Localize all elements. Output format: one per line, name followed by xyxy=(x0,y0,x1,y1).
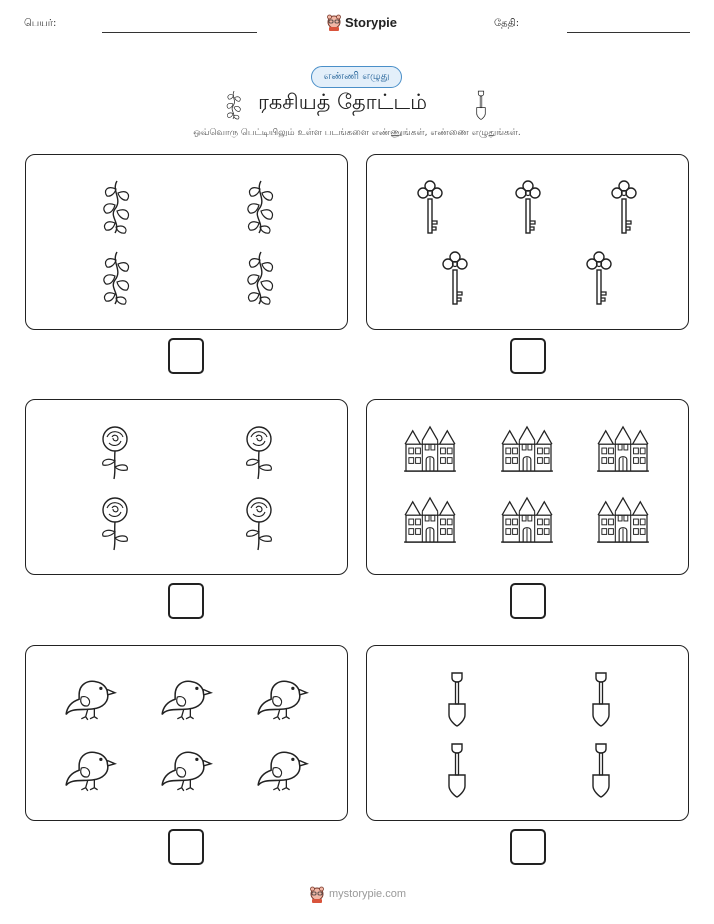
panel-houses xyxy=(366,399,689,575)
name-label: பெயர்: xyxy=(24,18,57,29)
answer-box-houses[interactable] xyxy=(510,583,546,619)
bird-icon xyxy=(255,671,309,721)
house-icon xyxy=(595,425,651,473)
key-icon xyxy=(584,250,614,306)
panel-roses xyxy=(25,399,348,575)
shovel-icon xyxy=(445,671,469,727)
name-field[interactable] xyxy=(102,32,257,33)
shovel-icon xyxy=(445,742,469,798)
shovel-icon xyxy=(472,90,490,120)
rose-icon xyxy=(239,425,279,481)
page-title: ரகசியத் தோட்டம் xyxy=(258,90,427,114)
vine-icon xyxy=(95,179,135,235)
panel-shovels xyxy=(366,645,689,821)
panel-vines xyxy=(25,154,348,330)
answer-box-vines[interactable] xyxy=(168,338,204,374)
bird-icon xyxy=(63,742,117,792)
answer-box-shovels[interactable] xyxy=(510,829,546,865)
rose-icon xyxy=(95,496,135,552)
date-label: தேதி: xyxy=(494,18,520,29)
bird-icon xyxy=(159,742,213,792)
house-icon xyxy=(402,496,458,544)
key-icon xyxy=(415,179,445,235)
mascot-icon xyxy=(309,885,325,903)
bird-icon xyxy=(255,742,309,792)
panel-birds xyxy=(25,645,348,821)
rose-icon xyxy=(95,425,135,481)
instructions: ஒவ்வொரு பெட்டியிலும் உள்ள படங்களை எண்ணுங்கள், எண்ணை எழுதுங்கள். xyxy=(193,128,521,138)
panel-keys xyxy=(366,154,689,330)
mascot-icon xyxy=(326,13,342,31)
footer-url[interactable]: mystorypie.com xyxy=(329,888,407,900)
rose-icon xyxy=(239,496,279,552)
date-field[interactable] xyxy=(567,32,690,33)
answer-box-birds[interactable] xyxy=(168,829,204,865)
house-icon xyxy=(595,496,651,544)
vine-icon xyxy=(221,90,245,120)
bird-icon xyxy=(63,671,117,721)
vine-icon xyxy=(95,250,135,306)
house-icon xyxy=(499,496,555,544)
title-row xyxy=(0,90,714,120)
brand-name: Storypie xyxy=(345,14,398,30)
bird-icon xyxy=(159,671,213,721)
answer-box-roses[interactable] xyxy=(168,583,204,619)
key-icon xyxy=(440,250,470,306)
house-icon xyxy=(499,425,555,473)
house-icon xyxy=(402,425,458,473)
key-icon xyxy=(513,179,543,235)
vine-icon xyxy=(239,250,279,306)
brand-logo xyxy=(326,13,397,31)
key-icon xyxy=(609,179,639,235)
activity-badge: எண்ணி எழுது xyxy=(311,66,402,88)
footer xyxy=(309,885,406,903)
shovel-icon xyxy=(589,671,613,727)
answer-box-keys[interactable] xyxy=(510,338,546,374)
shovel-icon xyxy=(589,742,613,798)
vine-icon xyxy=(239,179,279,235)
